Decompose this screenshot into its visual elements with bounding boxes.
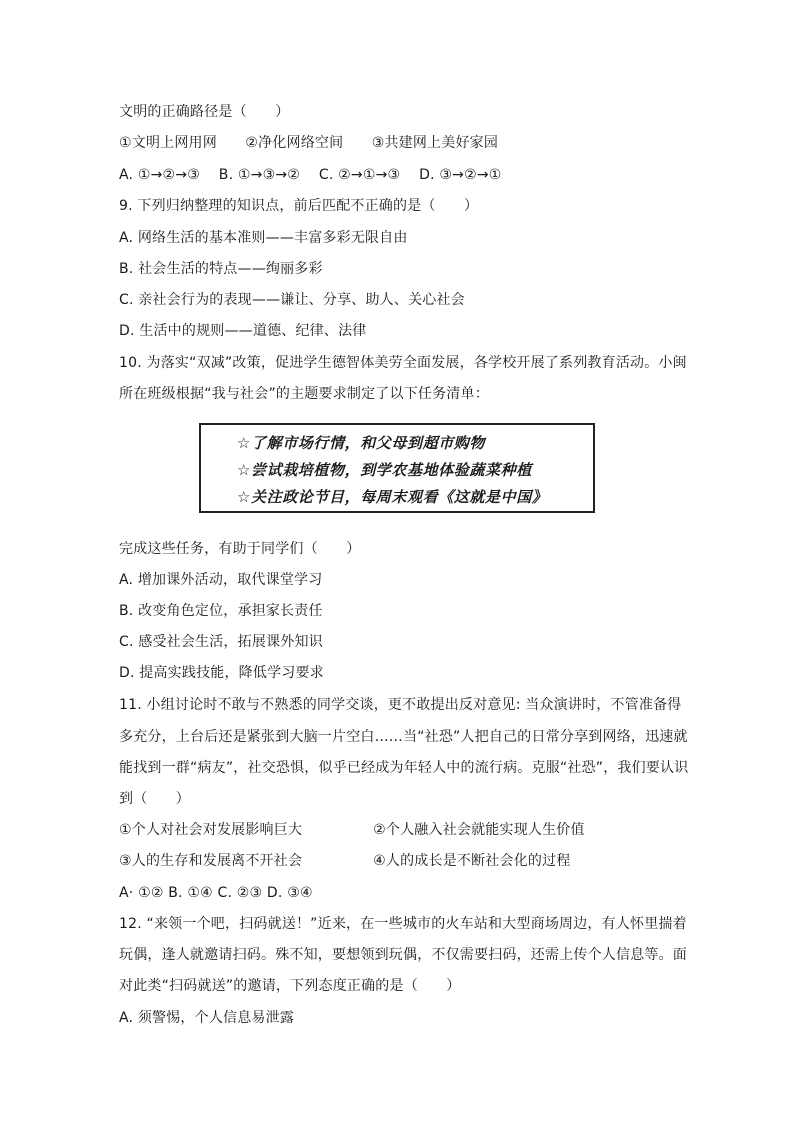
q10-option-d: D. 提高实践技能，降低学习要求 <box>119 665 324 681</box>
task-item: ☆了解市场行情，和父母到超市购物 <box>237 434 486 452</box>
q10-option-a: A. 增加课外活动，取代课堂学习 <box>119 572 323 588</box>
q9-option-c: C. 亲社会行为的表现——谦让、分享、助人、关心社会 <box>119 292 465 308</box>
q10-stem-line1: 10. 为落实“双减”改策，促进学生德智体美劳全面发展，各学校开展了系列教育活动。小闽 <box>119 355 687 371</box>
star-icon: ☆ <box>237 488 252 506</box>
q12-stem-line1: 12. “来领一个吧，扫码就送！”近来，在一些城市的火车站和大型商场周边，有人怀里揣着 <box>119 916 687 932</box>
q10-option-b: B. 改变角色定位，承担家长责任 <box>119 603 323 619</box>
task-item: ☆尝试栽培植物，到学农基地体验蔬菜种植 <box>237 461 532 479</box>
q12-option-a: A. 须警惕，个人信息易泄露 <box>119 1010 295 1026</box>
task-list-box <box>199 423 595 513</box>
q8-options: A. ①→②→③ B. ①→③→② C. ②→①→③ D. ③→②→① <box>119 167 502 183</box>
q10-stem-line2: 所在班级根据“我与社会”的主题要求制定了以下任务清单： <box>119 386 489 402</box>
q11-stem-line3: 能找到一群“病友”，社交恐惧，似乎已经成为年轻人中的流行病。克服“社恐”，我们要认识 <box>119 760 689 776</box>
q11-statements-2: ③人的生存和发展离不开社会 ④人的成长是不断社会化的过程 <box>119 853 571 869</box>
q8-statements: ①文明上网用网 ②净化网络空间 ③共建网上美好家园 <box>119 135 499 151</box>
star-icon: ☆ <box>237 461 252 479</box>
q11-stem-line1: 11. 小组讨论时不敢与不熟悉的同学交谈，更不敢提出反对意见: 当众演讲时，不管准备得 <box>119 697 682 713</box>
q9-stem: 9. 下列归纳整理的知识点，前后匹配不正确的是（ ） <box>119 198 479 214</box>
q12-stem-line2: 玩偶，逢人就邀请扫码。殊不知，要想领到玩偶，不仅需要扫码，还需上传个人信息等。面 <box>119 947 687 963</box>
q11-options: A· ①② B. ①④ C. ②③ D. ③④ <box>119 885 313 901</box>
q8-stem-continued: 文明的正确路径是（ ） <box>119 104 290 120</box>
q9-option-a: A. 网络生活的基本准则——丰富多彩无限自由 <box>119 230 408 246</box>
q10-prompt: 完成这些任务，有助于同学们（ ） <box>119 541 361 557</box>
q9-option-b: B. 社会生活的特点——绚丽多彩 <box>119 261 323 277</box>
q11-stem-line4: 到（ ） <box>119 791 190 807</box>
star-icon: ☆ <box>237 434 252 452</box>
q10-option-c: C. 感受社会生活，拓展课外知识 <box>119 634 323 650</box>
q11-statements-1: ①个人对社会对发展影响巨大 ②个人融入社会就能实现人生价值 <box>119 822 585 838</box>
q11-stem-line2: 多充分，上台后还是紧张到大脑一片空白……当“社恐”人把自己的日常分享到网络，迅速就 <box>119 729 688 745</box>
q12-stem-line3: 对此类“扫码就送”的邀请，下列态度正确的是（ ） <box>119 978 461 994</box>
task-item: ☆关注政论节目，每周末观看《这就是中国》 <box>237 488 548 506</box>
q9-option-d: D. 生活中的规则——道德、纪律、法律 <box>119 323 367 339</box>
